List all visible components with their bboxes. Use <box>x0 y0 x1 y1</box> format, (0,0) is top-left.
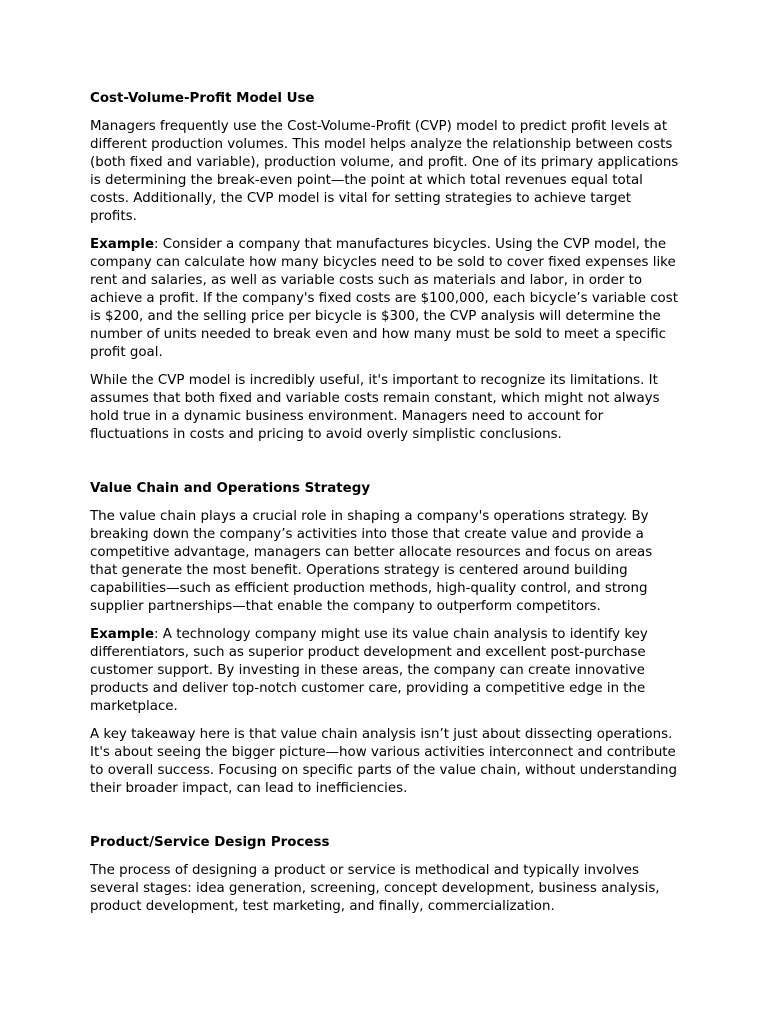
section-cvp-model <box>90 90 680 444</box>
document-page <box>90 90 680 916</box>
section-value-chain <box>90 480 680 798</box>
paragraph: A key takeaway here is that value chain analysis isn’t just about dissecting operations. It's about seeing the bigger picture—how various activities interconnect and contribute to overall success. Focusing on specific parts of the value chain, without understanding their broader impact, can lead to inefficiencies. <box>90 727 677 796</box>
section-heading: Cost-Volume-Profit Model Use <box>90 91 315 106</box>
example-label: Example <box>90 237 155 252</box>
example-paragraph <box>90 626 680 716</box>
paragraph: The process of designing a product or service is methodical and typically involves several stages: idea generation, screening, concept development, business analysis, product development, test marketing, and finally, commercialization. <box>90 863 660 914</box>
example-text: : Consider a company that manufactures bicycles. Using the CVP model, the company can calculate how many bicycles need to be sold to cover fixed expenses like rent and salaries, as well as variable costs such as materials and labor, in order to achieve a profit. If the company's fixed costs are $100,000, each bicycle’s variable cost is $200, and the selling price per bicycle is $300, the CVP analysis will determine the number of units needed to break even and how many must be sold to meet a specific profit goal. <box>90 237 678 360</box>
section-design-process <box>90 834 680 916</box>
example-text: : A technology company might use its value chain analysis to identify key differentiators, such as superior product development and excellent post-purchase customer support. By investing in these areas, the company can create innovative products and deliver top-notch customer care, providing a competitive edge in the marketplace. <box>90 627 648 714</box>
section-heading: Product/Service Design Process <box>90 835 330 850</box>
paragraph: Managers frequently use the Cost-Volume-Profit (CVP) model to predict profit levels at different production volumes. This model helps analyze the relationship between costs (both fixed and variable), production volume, and profit. One of its primary applications is determining the break-even point—the point at which total revenues equal total costs. Additionally, the CVP model is vital for setting strategies to achieve target profits. <box>90 119 679 224</box>
paragraph: The value chain plays a crucial role in shaping a company's operations strategy. By breaking down the company’s activities into those that create value and provide a competitive advantage, managers can better allocate resources and focus on areas that generate the most benefit. Operations strategy is centered around building capabilities—such as efficient production methods, high-quality control, and strong supplier partnerships—that enable the company to outperform competitors. <box>90 509 653 614</box>
example-label: Example <box>90 627 155 642</box>
example-paragraph <box>90 236 680 362</box>
section-heading: Value Chain and Operations Strategy <box>90 481 371 496</box>
paragraph: While the CVP model is incredibly useful, it's important to recognize its limitations. It assumes that both fixed and variable costs remain constant, which might not always hold true in a dynamic business environment. Managers need to account for fluctuations in costs and pricing to avoid overly simplistic conclusions. <box>90 373 660 442</box>
